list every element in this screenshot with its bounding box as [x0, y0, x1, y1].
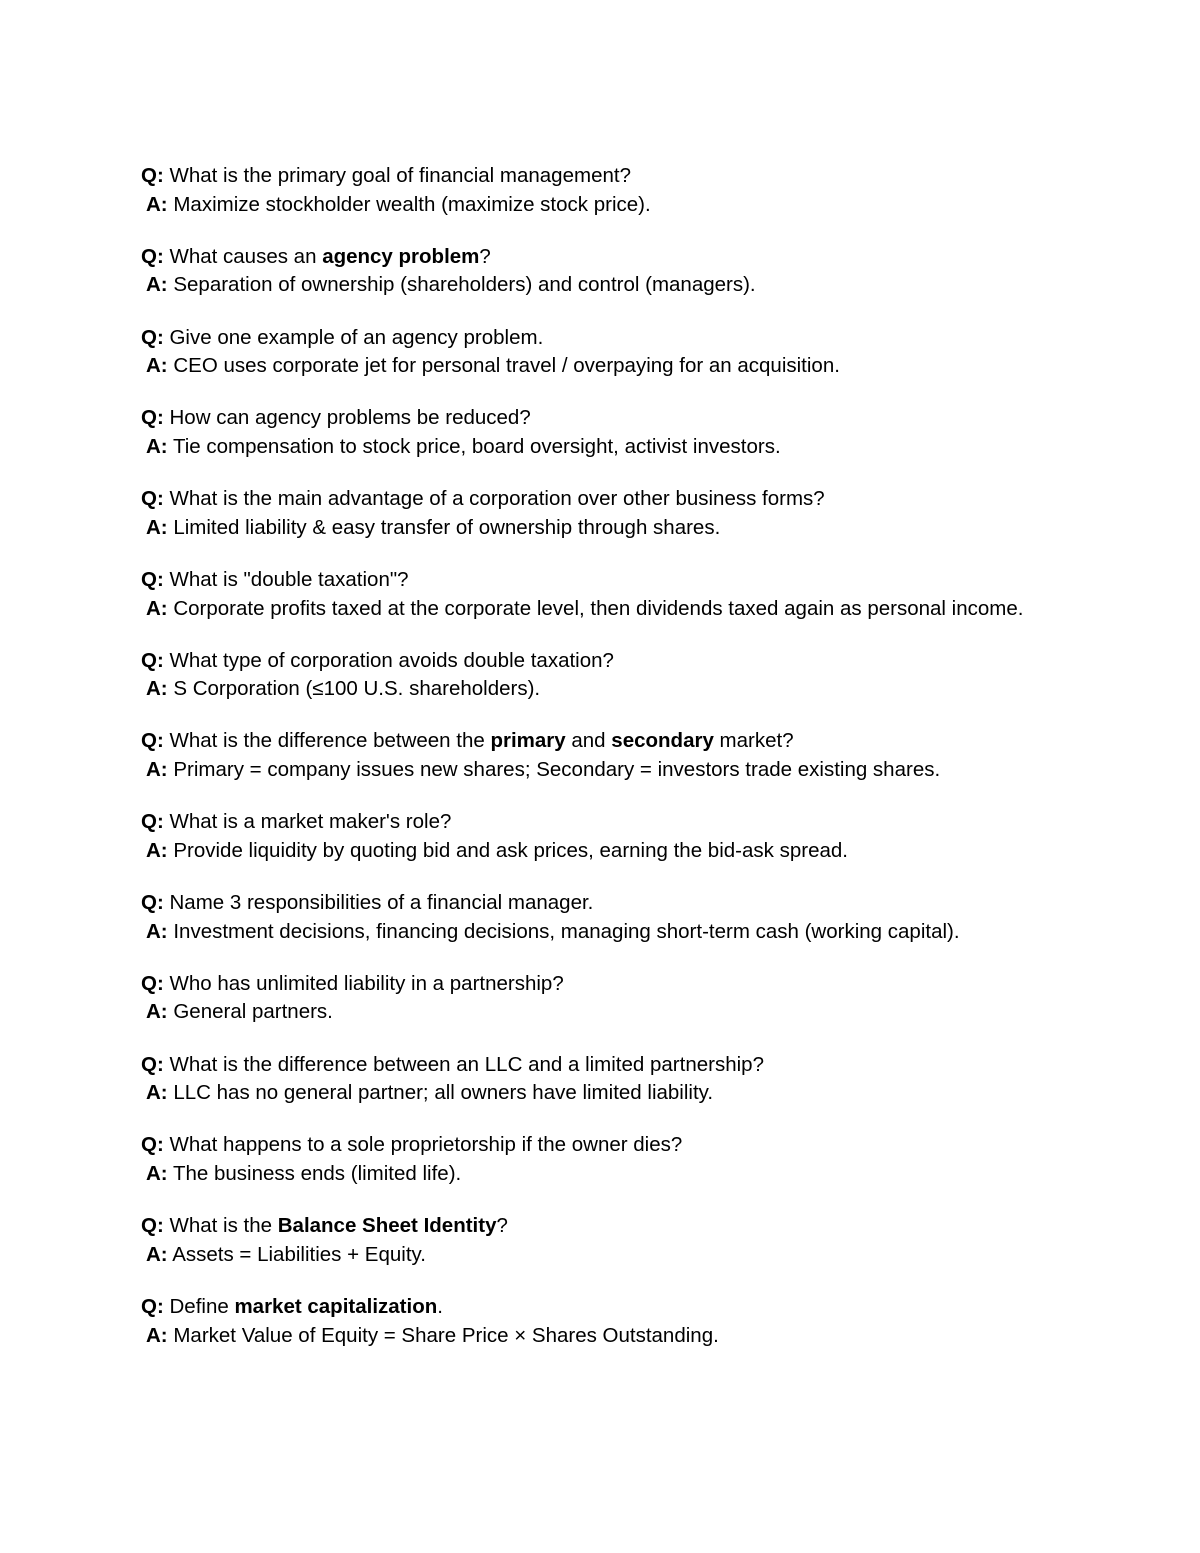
answer-line: [141, 1241, 1041, 1270]
answer-line: [141, 514, 1041, 543]
answer-text: Tie compensation to stock price, board oversight, activist investors.: [172, 434, 781, 458]
answer-label: A:: [146, 192, 168, 216]
qa-item: [141, 324, 1041, 381]
answer-line: [141, 1322, 1041, 1351]
answer-label: A:: [146, 1161, 168, 1185]
qa-list: [141, 162, 1041, 1374]
answer-label: A:: [146, 1323, 168, 1347]
answer-label: A:: [146, 838, 168, 862]
question-text: ?: [496, 1214, 508, 1238]
question-text: What is the difference between an LLC and a limited partnership?: [169, 1052, 764, 1076]
answer-line: [141, 595, 1041, 624]
answer-label: A:: [146, 1000, 168, 1024]
question-keyword: agency problem: [322, 244, 480, 268]
question-text: Who has unlimited liability in a partnership?: [169, 971, 564, 995]
question-keyword: market capitalization: [234, 1294, 438, 1318]
answer-text: CEO uses corporate jet for personal travel / overpaying for an acquisition.: [173, 354, 840, 378]
answer-text: Limited liability & easy transfer of ownership through shares.: [173, 515, 721, 539]
question-text: What causes an: [169, 244, 323, 268]
question-text: What is the: [169, 1214, 278, 1238]
answer-label: A:: [146, 677, 168, 701]
question-text: market?: [713, 729, 794, 753]
question-line: [141, 727, 1041, 756]
question-label: Q:: [141, 1133, 164, 1157]
answer-line: [141, 837, 1041, 866]
answer-text: Maximize stockholder wealth (maximize stock price).: [173, 192, 651, 216]
question-label: Q:: [141, 1052, 164, 1076]
question-line: [141, 566, 1041, 595]
question-label: Q:: [141, 244, 164, 268]
answer-text: General partners.: [173, 1000, 333, 1024]
question-line: [141, 404, 1041, 433]
answer-label: A:: [146, 434, 168, 458]
question-line: [141, 647, 1041, 676]
question-label: Q:: [141, 810, 164, 834]
question-text: What is the primary goal of financial management?: [169, 164, 631, 187]
question-text: What happens to a sole proprietorship if the owner dies?: [169, 1133, 683, 1157]
question-line: [141, 324, 1041, 353]
answer-text: LLC has no general partner; all owners have limited liability.: [173, 1081, 714, 1105]
question-text: What is a market maker's role?: [169, 810, 452, 834]
answer-label: A:: [146, 515, 168, 539]
question-text: Define: [169, 1294, 235, 1318]
qa-item: [141, 970, 1041, 1027]
question-label: Q:: [141, 567, 164, 591]
question-label: Q:: [141, 1294, 164, 1318]
question-text: What is the difference between the: [169, 729, 491, 753]
qa-item: [141, 243, 1041, 300]
question-line: [141, 162, 1041, 191]
answer-label: A:: [146, 1081, 168, 1105]
question-line: [141, 1131, 1041, 1160]
question-keyword: secondary: [611, 729, 714, 753]
answer-line: [141, 998, 1041, 1027]
answer-line: [141, 675, 1041, 704]
qa-item: [141, 404, 1041, 461]
qa-item: [141, 1212, 1041, 1269]
question-text: ?: [479, 244, 491, 268]
question-keyword: Balance Sheet Identity: [277, 1214, 497, 1238]
qa-item: [141, 1131, 1041, 1188]
question-line: [141, 243, 1041, 272]
question-line: [141, 485, 1041, 514]
question-line: [141, 1051, 1041, 1080]
question-text: and: [565, 729, 612, 753]
question-label: Q:: [141, 325, 164, 349]
qa-item: [141, 889, 1041, 946]
qa-item: [141, 162, 1041, 219]
answer-line: [141, 1079, 1041, 1108]
answer-line: [141, 271, 1041, 300]
question-text: .: [437, 1294, 443, 1318]
question-label: Q:: [141, 891, 164, 915]
answer-line: [141, 433, 1041, 462]
answer-line: [141, 191, 1041, 220]
question-text: What type of corporation avoids double taxation?: [169, 648, 614, 672]
question-line: [141, 808, 1041, 837]
answer-label: A:: [146, 919, 168, 943]
qa-item: [141, 485, 1041, 542]
qa-item: [141, 727, 1041, 784]
answer-label: A:: [146, 758, 168, 782]
answer-text: Market Value of Equity = Share Price × Shares Outstanding.: [173, 1323, 719, 1347]
question-label: Q:: [141, 406, 164, 430]
question-text: What is the main advantage of a corporation over other business forms?: [169, 487, 825, 511]
answer-label: A:: [146, 1242, 168, 1266]
qa-item: [141, 808, 1041, 865]
question-label: Q:: [141, 971, 164, 995]
answer-text: The business ends (limited life).: [172, 1161, 462, 1185]
answer-label: A:: [146, 354, 168, 378]
answer-line: [141, 1160, 1041, 1189]
question-text: What is "double taxation"?: [169, 567, 409, 591]
qa-item: [141, 1293, 1041, 1350]
qa-item: [141, 647, 1041, 704]
question-label: Q:: [141, 729, 164, 753]
qa-item: [141, 1051, 1041, 1108]
answer-label: A:: [146, 596, 168, 620]
question-text: Name 3 responsibilities of a financial manager.: [169, 891, 594, 915]
answer-text: Investment decisions, financing decisions, managing short-term cash (working capital).: [173, 919, 960, 943]
answer-line: [141, 918, 1041, 947]
answer-line: [141, 756, 1041, 785]
answer-text: Separation of ownership (shareholders) and control (managers).: [173, 273, 756, 297]
answer-text: S Corporation (≤100 U.S. shareholders).: [173, 677, 541, 701]
question-text: Give one example of an agency problem.: [169, 325, 544, 349]
answer-text: Provide liquidity by quoting bid and ask prices, earning the bid-ask spread.: [173, 838, 848, 862]
answer-text: Assets = Liabilities + Equity.: [172, 1242, 426, 1266]
qa-item: [141, 566, 1041, 623]
question-label: Q:: [141, 487, 164, 511]
question-keyword: primary: [490, 729, 566, 753]
question-line: [141, 970, 1041, 999]
question-line: [141, 1212, 1041, 1241]
answer-text: Corporate profits taxed at the corporate level, then dividends taxed again as personal income.: [173, 596, 1024, 620]
answer-label: A:: [146, 273, 168, 297]
question-line: [141, 1293, 1041, 1322]
question-label: Q:: [141, 164, 164, 187]
question-text: How can agency problems be reduced?: [169, 406, 531, 430]
question-line: [141, 889, 1041, 918]
answer-line: [141, 352, 1041, 381]
question-label: Q:: [141, 648, 164, 672]
question-label: Q:: [141, 1214, 164, 1238]
answer-text: Primary = company issues new shares; Secondary = investors trade existing shares.: [173, 758, 941, 782]
